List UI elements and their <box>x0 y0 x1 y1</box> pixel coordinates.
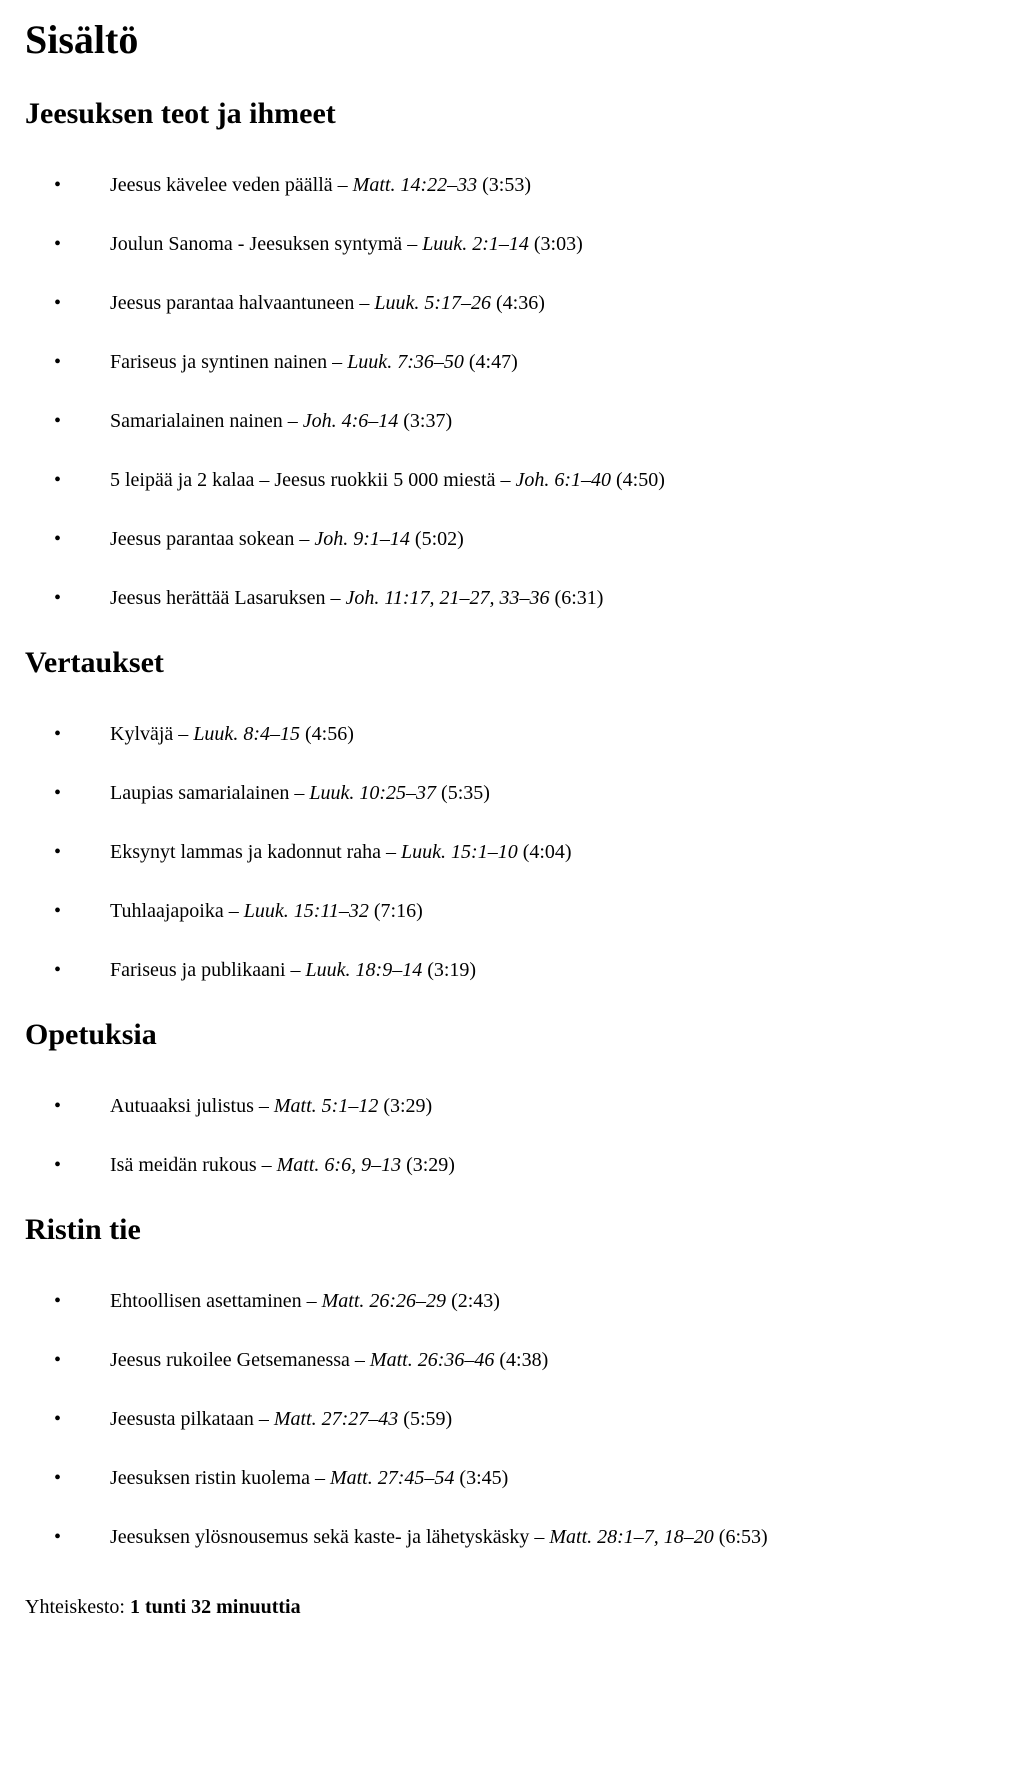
item-duration: (5:35) <box>436 782 490 804</box>
item-title: Jeesuksen ylösnousemus sekä kaste- ja lähetyskäsky – <box>110 1526 550 1548</box>
item-title: Kylväjä – <box>110 723 194 745</box>
list-item <box>54 527 1001 551</box>
item-duration: (6:53) <box>713 1526 768 1548</box>
item-duration: (4:56) <box>299 723 354 745</box>
item-title: Laupias samarialainen – <box>110 782 310 804</box>
bullet-icon: • <box>54 1290 62 1312</box>
bullet-icon: • <box>54 1154 62 1176</box>
item-duration: (3:37) <box>398 410 453 432</box>
item-title: Jeesus parantaa sokean – <box>110 528 315 550</box>
bullet-icon: • <box>54 410 62 432</box>
item-duration: (3:19) <box>422 959 477 981</box>
list-item <box>54 1094 1001 1118</box>
list-item <box>54 291 1001 315</box>
section-heading-teot-ja-ihmeet: Jeesuksen teot ja ihmeet <box>25 97 336 130</box>
item-title: Autuaaksi julistus – <box>110 1095 274 1117</box>
scripture-reference: Luuk. 18:9–14 <box>305 959 423 981</box>
bullet-icon: • <box>54 900 62 922</box>
scripture-reference: Matt. 6:6, 9–13 <box>276 1154 402 1176</box>
scripture-reference: Matt. 26:36–46 <box>369 1349 495 1371</box>
item-duration: (3:45) <box>454 1467 509 1489</box>
total-duration-label: Yhteiskesto: <box>25 1596 130 1618</box>
scripture-reference: Luuk. 8:4–15 <box>193 723 300 745</box>
item-title: Jeesus kävelee veden päällä – <box>110 174 353 196</box>
list-item <box>54 409 1001 433</box>
total-duration <box>25 1595 1001 1619</box>
list-item <box>54 1153 1001 1177</box>
list-item <box>54 1407 1001 1431</box>
bullet-icon: • <box>54 1095 62 1117</box>
bullet-icon: • <box>54 782 62 804</box>
bullet-icon: • <box>54 723 62 745</box>
item-duration: (3:03) <box>528 233 583 255</box>
section-heading-vertaukset: Vertaukset <box>25 646 164 679</box>
scripture-reference: Luuk. 2:1–14 <box>422 233 529 255</box>
item-title: Tuhlaajapoika – <box>110 900 244 922</box>
item-title: 5 leipää ja 2 kalaa – Jeesus ruokkii 5 000 miestä – <box>110 469 516 491</box>
scripture-reference: Matt. 28:1–7, 18–20 <box>549 1526 714 1548</box>
item-title: Isä meidän rukous – <box>110 1154 277 1176</box>
item-title: Eksynyt lammas ja kadonnut raha – <box>110 841 402 863</box>
item-duration: (3:53) <box>477 174 531 196</box>
scripture-reference: Luuk. 10:25–37 <box>309 782 437 804</box>
item-duration: (4:47) <box>463 351 518 373</box>
bullet-icon: • <box>54 233 62 255</box>
scripture-reference: Matt. 26:26–29 <box>321 1290 447 1312</box>
bullet-icon: • <box>54 351 62 373</box>
section-heading-opetuksia: Opetuksia <box>25 1018 157 1051</box>
scripture-reference: Matt. 14:22–33 <box>352 174 478 196</box>
item-title: Ehtoollisen asettaminen – <box>110 1290 322 1312</box>
item-duration: (3:29) <box>401 1154 455 1176</box>
list-item <box>54 722 1001 746</box>
scripture-reference: Matt. 27:27–43 <box>273 1408 399 1430</box>
list-item <box>54 958 1001 982</box>
item-title: Jeesus parantaa halvaantuneen – <box>110 292 375 314</box>
item-duration: (4:38) <box>494 1349 549 1371</box>
list-item <box>54 1289 1001 1313</box>
list-item <box>54 781 1001 805</box>
item-duration: (5:59) <box>398 1408 453 1430</box>
item-title: Fariseus ja publikaani – <box>110 959 306 981</box>
list-item <box>54 1466 1001 1490</box>
section-list-vertaukset <box>25 722 1001 982</box>
list-item <box>54 840 1001 864</box>
bullet-icon: • <box>54 528 62 550</box>
section-heading-ristin-tie: Ristin tie <box>25 1213 141 1246</box>
scripture-reference: Joh. 9:1–14 <box>314 528 410 550</box>
bullet-icon: • <box>54 959 62 981</box>
scripture-reference: Joh. 11:17, 21–27, 33–36 <box>345 587 550 609</box>
bullet-icon: • <box>54 587 62 609</box>
total-duration-value: 1 tunti 32 minuuttia <box>130 1596 301 1618</box>
scripture-reference: Luuk. 7:36–50 <box>347 351 464 373</box>
item-title: Samarialainen nainen – <box>110 410 303 432</box>
list-item <box>54 173 1001 197</box>
item-title: Jeesus rukoilee Getsemanessa – <box>110 1349 370 1371</box>
scripture-reference: Luuk. 15:11–32 <box>243 900 369 922</box>
list-item <box>54 232 1001 256</box>
bullet-icon: • <box>54 1467 62 1489</box>
item-title: Jeesuksen ristin kuolema – <box>110 1467 330 1489</box>
item-title: Jeesus herättää Lasaruksen – <box>110 587 346 609</box>
item-duration: (4:36) <box>491 292 545 314</box>
bullet-icon: • <box>54 292 62 314</box>
bullet-icon: • <box>54 841 62 863</box>
scripture-reference: Luuk. 15:1–10 <box>401 841 518 863</box>
item-duration: (5:02) <box>409 528 464 550</box>
bullet-icon: • <box>54 1349 62 1371</box>
item-title: Joulun Sanoma - Jeesuksen syntymä – <box>110 233 423 255</box>
section-list-teot-ja-ihmeet <box>25 173 1001 610</box>
bullet-icon: • <box>54 469 62 491</box>
list-item <box>54 1525 1001 1549</box>
bullet-icon: • <box>54 174 62 196</box>
scripture-reference: Matt. 27:45–54 <box>329 1467 455 1489</box>
item-duration: (6:31) <box>549 587 604 609</box>
section-list-ristin-tie <box>25 1289 1001 1549</box>
item-duration: (7:16) <box>368 900 423 922</box>
page-title: Sisältö <box>25 17 139 62</box>
scripture-reference: Joh. 6:1–40 <box>515 469 611 491</box>
bullet-icon: • <box>54 1408 62 1430</box>
item-duration: (2:43) <box>446 1290 500 1312</box>
list-item <box>54 586 1001 610</box>
list-item <box>54 1348 1001 1372</box>
item-duration: (4:50) <box>611 469 665 491</box>
scripture-reference: Luuk. 5:17–26 <box>374 292 491 314</box>
list-item <box>54 350 1001 374</box>
list-item <box>54 899 1001 923</box>
scripture-reference: Matt. 5:1–12 <box>273 1095 379 1117</box>
list-item <box>54 468 1001 492</box>
item-duration: (4:04) <box>517 841 572 863</box>
item-title: Fariseus ja syntinen nainen – <box>110 351 348 373</box>
item-duration: (3:29) <box>378 1095 433 1117</box>
section-list-opetuksia <box>25 1094 1001 1177</box>
scripture-reference: Joh. 4:6–14 <box>302 410 399 432</box>
bullet-icon: • <box>54 1526 62 1548</box>
item-title: Jeesusta pilkataan – <box>110 1408 274 1430</box>
